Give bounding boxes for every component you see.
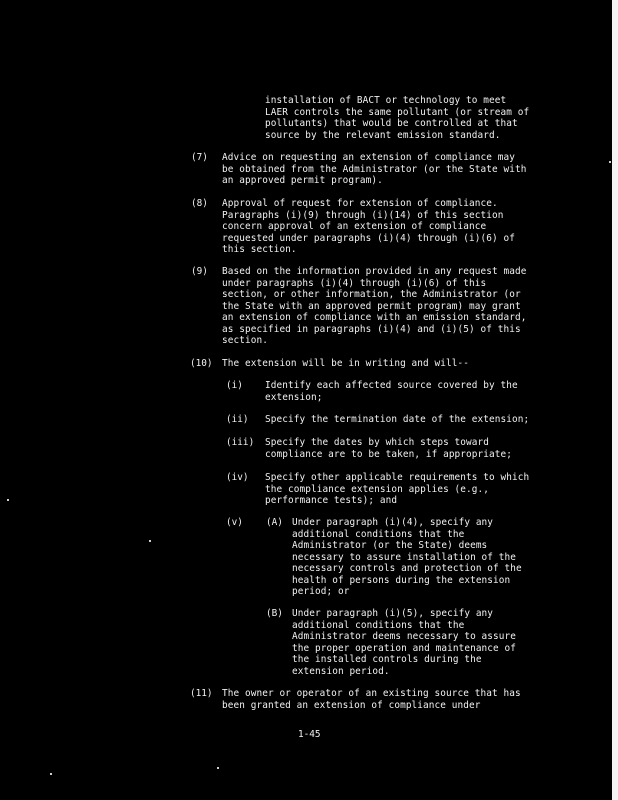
text-line: Specify the termination date of the extension; (265, 414, 530, 425)
page-number: 1-45 (298, 729, 321, 740)
text-line: The owner or operator of an existing source that has (222, 688, 521, 699)
text-line: additional conditions that the (292, 619, 465, 631)
text-line: Specify the dates by which steps toward (265, 437, 490, 448)
text-line: the compliance extension applies (e.g., (265, 483, 490, 495)
paragraph-10 (222, 358, 469, 370)
scan-speck (50, 773, 52, 775)
item-number-ii: (ii) (226, 414, 249, 425)
subitem-number-B: (B) (266, 608, 283, 619)
text-line: installation of BACT or technology to meet (265, 95, 507, 106)
scan-speck (149, 540, 151, 542)
text-line: the installed controls during the (292, 654, 482, 665)
text-line: an approved permit program). (222, 175, 383, 186)
text-line: this section. (222, 244, 297, 255)
text-line: The extension will be in writing and will-- (222, 358, 470, 369)
paragraph-7 (222, 152, 526, 187)
text-line: the proper operation and maintenance of (292, 642, 517, 654)
paragraph-number-11: (11) (190, 688, 213, 699)
scan-speck (7, 499, 9, 501)
text-line: Under paragraph (i)(5), specify any (292, 608, 494, 619)
text-line: been granted an extension of compliance under (222, 699, 481, 711)
text-line: Identify each affected source covered by the (265, 380, 518, 391)
text-line: source by the relevant emission standard. (265, 129, 501, 141)
intro-paragraph (265, 95, 529, 141)
text-line: the State with an approved permit program) may grant (222, 300, 521, 312)
item-number-iv: (iv) (226, 472, 249, 483)
item-iii (265, 437, 512, 460)
subitem-B (292, 608, 516, 677)
text-line: Specify other applicable requirements to which (265, 472, 530, 483)
scan-speck (609, 161, 611, 163)
text-line: health of persons during the extension (292, 574, 511, 586)
text-line: additional conditions that the (292, 528, 465, 540)
text-line: Based on the information provided in any request made (222, 266, 527, 277)
text-line: be obtained from the Administrator (or the State with (222, 163, 527, 175)
subitem-A (292, 517, 522, 598)
text-line: Approval of request for extension of compliance. (222, 198, 498, 209)
text-line: necessary to assure installation of the (292, 551, 517, 563)
text-line: LAER controls the same pollutant (or stream of (265, 106, 530, 118)
item-number-v: (v) (226, 517, 243, 528)
text-line: Advice on requesting an extension of compliance may (222, 152, 515, 163)
text-line: necessary controls and protection of the (292, 563, 522, 574)
item-number-iii: (iii) (226, 437, 255, 448)
text-line: concern approval of an extension of compliance (222, 221, 487, 232)
text-line: under paragraphs (i)(4) through (i)(6) of this (222, 277, 487, 289)
text-line: pollutants) that would be controlled at that (265, 118, 518, 129)
text-line: as specified in paragraphs (i)(4) and (i)(5) of this (222, 323, 521, 335)
text-line: extension period. (292, 665, 390, 677)
paragraph-9 (222, 266, 526, 347)
text-line: an extension of compliance with an emission standard, (222, 312, 527, 323)
text-line: section. (222, 335, 268, 346)
text-line: compliance are to be taken, if appropriate; (265, 448, 513, 460)
page-edge-border (612, 0, 618, 800)
text-line: requested under paragraphs (i)(4) through (i)(6) of (222, 232, 515, 244)
text-line: period; or (292, 586, 350, 597)
text-line: Under paragraph (i)(4), specify any (292, 517, 494, 528)
paragraph-number-10: (10) (190, 358, 213, 369)
paragraph-11 (222, 688, 521, 711)
text-line: section, or other information, the Administrator (or (222, 289, 521, 300)
text-line: Administrator (or the State) deems (292, 540, 488, 551)
scan-speck (217, 767, 219, 769)
paragraph-number-9: (9) (191, 266, 208, 277)
paragraph-8 (222, 198, 515, 256)
item-i (265, 380, 518, 403)
text-line: extension; (265, 391, 323, 403)
text-line: Administrator deems necessary to assure (292, 631, 517, 642)
paragraph-number-8: (8) (191, 198, 208, 209)
paragraph-number-7: (7) (191, 152, 208, 163)
item-iv (265, 472, 529, 507)
text-line: performance tests); and (265, 495, 398, 506)
subitem-number-A: (A) (266, 517, 283, 528)
item-number-i: (i) (226, 380, 243, 391)
item-ii (265, 414, 529, 426)
text-line: Paragraphs (i)(9) through (i)(14) of this section (222, 209, 504, 221)
